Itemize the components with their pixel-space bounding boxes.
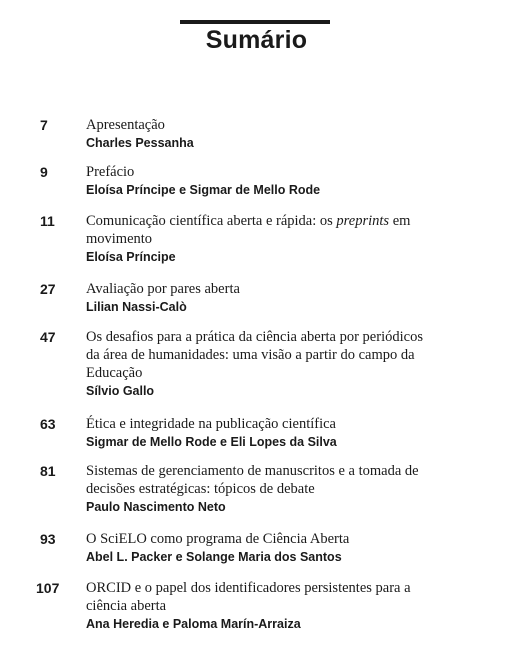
- entry-author: Eloísa Príncipe e Sigmar de Mello Rode: [86, 183, 321, 197]
- entry-title: Ética e integridade na publicação científica: [86, 416, 336, 432]
- entry-title: Avaliação por pares aberta: [86, 281, 240, 297]
- entry-body: [86, 280, 486, 316]
- page-title: Sumário: [205, 26, 308, 54]
- entry-title-line: decisões estratégicas: tópicos de debate: [86, 481, 315, 497]
- entry-body: [86, 163, 486, 199]
- entry-title-line: Educação: [86, 365, 143, 381]
- entry-body: [86, 212, 486, 266]
- entry-title-emphasis: preprints: [336, 213, 390, 229]
- entry-body: [86, 579, 486, 633]
- page-number: 11: [40, 213, 55, 229]
- entry-body: [86, 530, 486, 566]
- entry-author: Sigmar de Mello Rode e Eli Lopes da Silva: [86, 435, 337, 449]
- entry-title-line: Os desafios para a prática da ciência aberta por periódicos: [86, 329, 423, 345]
- page-number: 107: [36, 580, 60, 596]
- page-number: 9: [40, 164, 48, 180]
- entry-title-text: Comunicação científica aberta e rápida: os: [86, 213, 337, 229]
- entry-title-text: em: [389, 213, 411, 229]
- page-number: 81: [40, 463, 56, 479]
- entry-title-line: ORCID e o papel dos identificadores persistentes para a: [86, 580, 411, 596]
- page-number: 63: [40, 416, 56, 432]
- header-rule: [180, 20, 330, 24]
- entry-title-line: da área de humanidades: uma visão a partir do campo da: [86, 347, 415, 363]
- entry-author: Lilian Nassi-Calò: [86, 300, 187, 314]
- entry-title: O SciELO como programa de Ciência Aberta: [86, 531, 350, 547]
- page-number: 47: [40, 329, 56, 345]
- entry-title-line: Sistemas de gerenciamento de manuscritos e a tomada de: [86, 463, 419, 479]
- entry-author: Ana Heredia e Paloma Marín-Arraiza: [86, 617, 301, 631]
- entry-title: Prefácio: [86, 164, 135, 180]
- entry-body: [86, 328, 486, 400]
- page-number: 7: [40, 117, 48, 133]
- entry-author: Sílvio Gallo: [86, 384, 155, 398]
- entry-title: [86, 212, 486, 230]
- entry-title: Apresentação: [86, 117, 165, 133]
- entry-author: Eloísa Príncipe: [86, 250, 176, 264]
- page-number: 27: [40, 281, 56, 297]
- entry-author: Paulo Nascimento Neto: [86, 500, 226, 514]
- page-number: 93: [40, 531, 56, 547]
- entry-title-line: movimento: [86, 231, 153, 247]
- entry-body: [86, 462, 486, 516]
- entry-body: [86, 415, 486, 451]
- entry-body: [86, 116, 486, 152]
- entry-title-line: ciência aberta: [86, 598, 167, 614]
- entry-author: Abel L. Packer e Solange Maria dos Santos: [86, 550, 342, 564]
- entry-author: Charles Pessanha: [86, 136, 194, 150]
